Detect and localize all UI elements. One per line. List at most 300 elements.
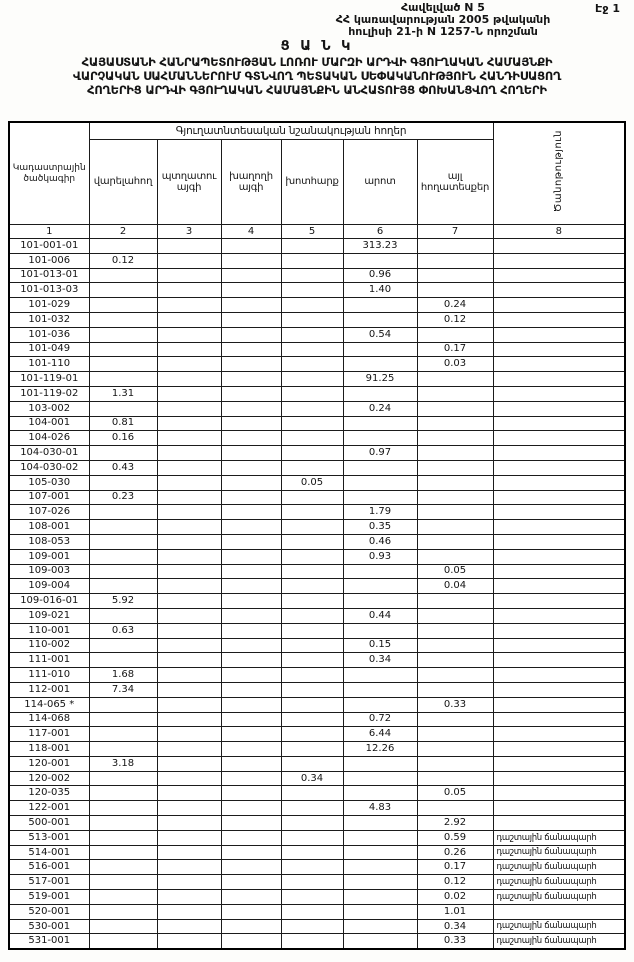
- note-cell: [493, 342, 625, 357]
- area-value-cell: 0.35: [343, 520, 417, 535]
- area-value-cell: [89, 564, 157, 579]
- area-value-cell: [343, 253, 417, 268]
- area-value-cell: [89, 697, 157, 712]
- area-value-cell: [221, 505, 281, 520]
- area-value-cell: [281, 460, 343, 475]
- area-value-cell: [417, 756, 493, 771]
- area-value-cell: [343, 904, 417, 919]
- area-value-cell: [281, 549, 343, 564]
- area-value-cell: [221, 357, 281, 372]
- area-value-cell: [157, 505, 221, 520]
- area-value-cell: [343, 668, 417, 683]
- area-value-cell: [157, 372, 221, 387]
- area-value-cell: [89, 653, 157, 668]
- area-value-cell: [343, 771, 417, 786]
- table-row: [9, 697, 625, 712]
- column-number-2: 2: [89, 225, 157, 239]
- table-row: [9, 742, 625, 757]
- area-value-cell: [281, 416, 343, 431]
- page-number: Էջ 1: [595, 2, 620, 15]
- area-value-cell: [281, 875, 343, 890]
- cadastral-code-cell: 101-006: [9, 253, 89, 268]
- area-value-cell: [281, 727, 343, 742]
- land-transfer-table: [8, 121, 626, 950]
- area-value-cell: [89, 298, 157, 313]
- cadastral-code-cell: 120-001: [9, 756, 89, 771]
- table-row: [9, 653, 625, 668]
- area-value-cell: [89, 312, 157, 327]
- table-row: [9, 268, 625, 283]
- area-value-cell: [89, 342, 157, 357]
- note-cell: [493, 638, 625, 653]
- area-value-cell: [157, 357, 221, 372]
- table-row: [9, 401, 625, 416]
- table-row: [9, 579, 625, 594]
- area-value-cell: [221, 919, 281, 934]
- table-row: [9, 505, 625, 520]
- note-cell: [493, 579, 625, 594]
- table-row: [9, 890, 625, 905]
- table-row: [9, 386, 625, 401]
- area-value-cell: [417, 608, 493, 623]
- area-value-cell: [221, 431, 281, 446]
- area-value-cell: [343, 490, 417, 505]
- area-value-cell: [157, 298, 221, 313]
- table-row: [9, 342, 625, 357]
- cadastral-code-cell: 104-001: [9, 416, 89, 431]
- table-row: [9, 904, 625, 919]
- cadastral-code-cell: 101-110: [9, 357, 89, 372]
- table-row: [9, 283, 625, 298]
- area-value-cell: [221, 549, 281, 564]
- area-value-cell: [221, 830, 281, 845]
- cadastral-code-cell: 103-002: [9, 401, 89, 416]
- table-row: [9, 727, 625, 742]
- area-value-cell: [281, 830, 343, 845]
- area-value-cell: [157, 801, 221, 816]
- cadastral-code-cell: 517-001: [9, 875, 89, 890]
- area-value-cell: [417, 682, 493, 697]
- area-value-cell: [417, 534, 493, 549]
- table-row: [9, 431, 625, 446]
- area-value-cell: 12.26: [343, 742, 417, 757]
- area-value-cell: [89, 372, 157, 387]
- area-value-cell: [157, 682, 221, 697]
- area-value-cell: [417, 653, 493, 668]
- area-value-cell: [221, 638, 281, 653]
- table-row: [9, 416, 625, 431]
- table-row: [9, 372, 625, 387]
- area-value-cell: [281, 520, 343, 535]
- area-value-cell: [343, 298, 417, 313]
- table-row: [9, 357, 625, 372]
- table-row: [9, 564, 625, 579]
- area-value-cell: [281, 608, 343, 623]
- area-value-cell: [281, 816, 343, 831]
- area-value-cell: [157, 342, 221, 357]
- cadastral-code-cell: 114-065 *: [9, 697, 89, 712]
- cadastral-code-cell: 111-001: [9, 653, 89, 668]
- table-row: [9, 756, 625, 771]
- area-value-cell: [343, 890, 417, 905]
- cadastral-code-header: Կադաստրային ծածկագիր: [9, 122, 89, 225]
- cadastral-code-cell: 109-021: [9, 608, 89, 623]
- area-value-cell: [157, 490, 221, 505]
- note-cell: [493, 742, 625, 757]
- sub-header-hayfield: խոտհարք: [281, 140, 343, 225]
- area-value-cell: 0.46: [343, 534, 417, 549]
- area-value-cell: [417, 283, 493, 298]
- cadastral-code-cell: 109-001: [9, 549, 89, 564]
- note-cell: [493, 534, 625, 549]
- table-row: [9, 594, 625, 609]
- area-value-cell: 0.43: [89, 460, 157, 475]
- area-value-cell: 6.44: [343, 727, 417, 742]
- area-value-cell: [157, 919, 221, 934]
- area-value-cell: [343, 342, 417, 357]
- sub-header-other-lands: այլ հողատեսքեր: [417, 140, 493, 225]
- area-value-cell: [89, 327, 157, 342]
- area-value-cell: [417, 549, 493, 564]
- area-value-cell: 313.23: [343, 239, 417, 254]
- area-value-cell: 0.12: [417, 312, 493, 327]
- sub-header-arable: վարելահող: [89, 140, 157, 225]
- note-cell: [493, 253, 625, 268]
- area-value-cell: [157, 594, 221, 609]
- area-value-cell: [343, 830, 417, 845]
- area-value-cell: [221, 342, 281, 357]
- area-value-cell: [281, 253, 343, 268]
- area-value-cell: 1.31: [89, 386, 157, 401]
- area-value-cell: [343, 816, 417, 831]
- area-value-cell: [157, 579, 221, 594]
- area-value-cell: 0.93: [343, 549, 417, 564]
- area-value-cell: [417, 668, 493, 683]
- note-cell: [493, 446, 625, 461]
- area-value-cell: [343, 416, 417, 431]
- table-row: [9, 327, 625, 342]
- area-value-cell: [89, 608, 157, 623]
- area-value-cell: [281, 742, 343, 757]
- area-value-cell: [221, 298, 281, 313]
- area-value-cell: [89, 401, 157, 416]
- table-row: [9, 460, 625, 475]
- note-cell: [493, 505, 625, 520]
- area-value-cell: [89, 579, 157, 594]
- cadastral-code-cell: 104-030-02: [9, 460, 89, 475]
- area-value-cell: [221, 594, 281, 609]
- area-value-cell: [89, 475, 157, 490]
- area-value-cell: [221, 786, 281, 801]
- cadastral-code-cell: 531-001: [9, 934, 89, 949]
- area-value-cell: 0.05: [417, 786, 493, 801]
- area-value-cell: [221, 475, 281, 490]
- area-value-cell: [157, 549, 221, 564]
- area-value-cell: [221, 312, 281, 327]
- note-cell: [493, 697, 625, 712]
- table-header: [9, 122, 625, 239]
- area-value-cell: 0.59: [417, 830, 493, 845]
- column-number-8: 8: [493, 225, 625, 239]
- area-value-cell: [157, 771, 221, 786]
- area-value-cell: 0.03: [417, 357, 493, 372]
- column-number-6: 6: [343, 225, 417, 239]
- area-value-cell: [221, 283, 281, 298]
- column-number-3: 3: [157, 225, 221, 239]
- area-value-cell: [157, 875, 221, 890]
- note-cell: [493, 490, 625, 505]
- area-value-cell: [281, 919, 343, 934]
- cadastral-code-cell: 101-013-01: [9, 268, 89, 283]
- area-value-cell: [281, 904, 343, 919]
- area-value-cell: 5.92: [89, 594, 157, 609]
- area-value-cell: 0.12: [89, 253, 157, 268]
- note-header: [493, 122, 625, 225]
- area-value-cell: [281, 934, 343, 949]
- note-cell: դաշտային ճանապարհ: [493, 890, 625, 905]
- note-cell: [493, 712, 625, 727]
- area-value-cell: [157, 860, 221, 875]
- area-value-cell: [417, 416, 493, 431]
- sub-header-vineyard: խաղողի այգի: [221, 140, 281, 225]
- table-row: [9, 475, 625, 490]
- area-value-cell: [281, 534, 343, 549]
- area-value-cell: [343, 875, 417, 890]
- cadastral-code-cell: 107-026: [9, 505, 89, 520]
- table-row: [9, 520, 625, 535]
- area-value-cell: [281, 623, 343, 638]
- cadastral-code-cell: 120-035: [9, 786, 89, 801]
- area-value-cell: [157, 416, 221, 431]
- area-value-cell: [417, 372, 493, 387]
- column-number-5: 5: [281, 225, 343, 239]
- note-cell: [493, 608, 625, 623]
- area-value-cell: [281, 564, 343, 579]
- table-row: [9, 712, 625, 727]
- area-value-cell: [343, 564, 417, 579]
- area-value-cell: [157, 475, 221, 490]
- area-value-cell: [157, 653, 221, 668]
- cadastral-code-cell: 120-002: [9, 771, 89, 786]
- area-value-cell: [417, 505, 493, 520]
- area-value-cell: [221, 668, 281, 683]
- area-value-cell: [89, 934, 157, 949]
- area-value-cell: 0.63: [89, 623, 157, 638]
- area-value-cell: [281, 386, 343, 401]
- area-value-cell: [281, 505, 343, 520]
- area-value-cell: [221, 904, 281, 919]
- area-value-cell: [157, 460, 221, 475]
- area-value-cell: 4.83: [343, 801, 417, 816]
- area-value-cell: [343, 697, 417, 712]
- sub-header-orchard: պտղատու այգի: [157, 140, 221, 225]
- area-value-cell: [343, 431, 417, 446]
- table-row: [9, 845, 625, 860]
- note-cell: [493, 623, 625, 638]
- note-header-label: Ծանոթություն: [553, 130, 565, 213]
- area-value-cell: [157, 312, 221, 327]
- area-value-cell: [157, 431, 221, 446]
- area-value-cell: [343, 475, 417, 490]
- area-value-cell: [221, 416, 281, 431]
- area-value-cell: [417, 327, 493, 342]
- area-value-cell: 7.34: [89, 682, 157, 697]
- area-value-cell: 0.23: [89, 490, 157, 505]
- area-value-cell: [417, 801, 493, 816]
- area-value-cell: [89, 549, 157, 564]
- area-value-cell: [157, 283, 221, 298]
- cadastral-code-cell: 513-001: [9, 830, 89, 845]
- area-value-cell: [221, 520, 281, 535]
- area-value-cell: [157, 890, 221, 905]
- area-value-cell: 0.72: [343, 712, 417, 727]
- area-value-cell: [281, 283, 343, 298]
- cadastral-code-cell: 520-001: [9, 904, 89, 919]
- cadastral-code-cell: 105-030: [9, 475, 89, 490]
- note-cell: [493, 786, 625, 801]
- area-value-cell: [281, 298, 343, 313]
- area-value-cell: [221, 682, 281, 697]
- area-value-cell: 1.68: [89, 668, 157, 683]
- area-value-cell: [157, 623, 221, 638]
- cadastral-code-cell: 117-001: [9, 727, 89, 742]
- cadastral-code-cell: 530-001: [9, 919, 89, 934]
- table-row: [9, 446, 625, 461]
- table-row: [9, 786, 625, 801]
- table-row: [9, 860, 625, 875]
- area-value-cell: [221, 579, 281, 594]
- area-value-cell: [157, 816, 221, 831]
- table-row: [9, 801, 625, 816]
- area-value-cell: 0.34: [281, 771, 343, 786]
- area-value-cell: [221, 534, 281, 549]
- area-value-cell: [157, 742, 221, 757]
- area-value-cell: [281, 756, 343, 771]
- table-row: [9, 312, 625, 327]
- area-value-cell: [89, 786, 157, 801]
- area-value-cell: [89, 860, 157, 875]
- area-value-cell: 3.18: [89, 756, 157, 771]
- cadastral-code-cell: 514-001: [9, 845, 89, 860]
- area-value-cell: [89, 845, 157, 860]
- cadastral-code-cell: 516-001: [9, 860, 89, 875]
- area-value-cell: [417, 727, 493, 742]
- area-value-cell: [343, 682, 417, 697]
- cadastral-code-cell: 112-001: [9, 682, 89, 697]
- area-value-cell: [89, 727, 157, 742]
- area-value-cell: [343, 860, 417, 875]
- area-value-cell: [157, 239, 221, 254]
- area-value-cell: [343, 386, 417, 401]
- area-value-cell: [281, 342, 343, 357]
- area-value-cell: [281, 594, 343, 609]
- note-cell: [493, 727, 625, 742]
- cadastral-code-cell: 101-049: [9, 342, 89, 357]
- table-row: [9, 534, 625, 549]
- area-value-cell: [157, 534, 221, 549]
- title-block: [0, 39, 634, 97]
- note-cell: [493, 431, 625, 446]
- area-value-cell: [157, 712, 221, 727]
- table-row: [9, 919, 625, 934]
- table-row: [9, 668, 625, 683]
- area-value-cell: 0.96: [343, 268, 417, 283]
- area-value-cell: [221, 712, 281, 727]
- area-value-cell: [157, 786, 221, 801]
- area-value-cell: [417, 268, 493, 283]
- area-value-cell: [89, 830, 157, 845]
- area-value-cell: [417, 475, 493, 490]
- cadastral-code-cell: 111-010: [9, 668, 89, 683]
- area-value-cell: [89, 904, 157, 919]
- area-value-cell: [281, 372, 343, 387]
- area-value-cell: [221, 860, 281, 875]
- area-value-cell: [157, 564, 221, 579]
- note-cell: [493, 520, 625, 535]
- table-row: [9, 253, 625, 268]
- area-value-cell: [343, 934, 417, 949]
- area-value-cell: [89, 742, 157, 757]
- area-value-cell: [89, 283, 157, 298]
- area-value-cell: [221, 564, 281, 579]
- area-value-cell: [281, 490, 343, 505]
- note-cell: [493, 372, 625, 387]
- note-cell: [493, 594, 625, 609]
- area-value-cell: [281, 268, 343, 283]
- area-value-cell: [417, 742, 493, 757]
- table-row: [9, 490, 625, 505]
- area-value-cell: [343, 312, 417, 327]
- area-value-cell: [281, 401, 343, 416]
- area-value-cell: [281, 312, 343, 327]
- area-value-cell: [89, 801, 157, 816]
- area-value-cell: [157, 268, 221, 283]
- area-value-cell: [417, 623, 493, 638]
- gov-line-1: ՀՀ կառավարության 2005 թվականի: [335, 13, 551, 27]
- area-value-cell: [221, 890, 281, 905]
- area-value-cell: 0.33: [417, 697, 493, 712]
- cadastral-code-cell: 108-053: [9, 534, 89, 549]
- area-value-cell: [281, 668, 343, 683]
- column-number-4: 4: [221, 225, 281, 239]
- cadastral-code-cell: 109-004: [9, 579, 89, 594]
- area-value-cell: [221, 386, 281, 401]
- area-value-cell: [281, 579, 343, 594]
- area-value-cell: [157, 904, 221, 919]
- area-value-cell: [89, 771, 157, 786]
- cadastral-code-cell: 500-001: [9, 816, 89, 831]
- area-value-cell: [157, 446, 221, 461]
- area-value-cell: 0.12: [417, 875, 493, 890]
- note-cell: [493, 549, 625, 564]
- area-value-cell: [89, 505, 157, 520]
- area-value-cell: [281, 845, 343, 860]
- area-value-cell: [157, 608, 221, 623]
- cadastral-code-cell: 519-001: [9, 890, 89, 905]
- area-value-cell: [417, 490, 493, 505]
- area-value-cell: [157, 386, 221, 401]
- area-value-cell: [281, 697, 343, 712]
- area-value-cell: [89, 357, 157, 372]
- table-row: [9, 830, 625, 845]
- cadastral-code-cell: 101-119-01: [9, 372, 89, 387]
- note-cell: [493, 268, 625, 283]
- table-row: [9, 638, 625, 653]
- area-value-cell: [157, 727, 221, 742]
- table-row: [9, 682, 625, 697]
- area-value-cell: 1.40: [343, 283, 417, 298]
- area-value-cell: [281, 638, 343, 653]
